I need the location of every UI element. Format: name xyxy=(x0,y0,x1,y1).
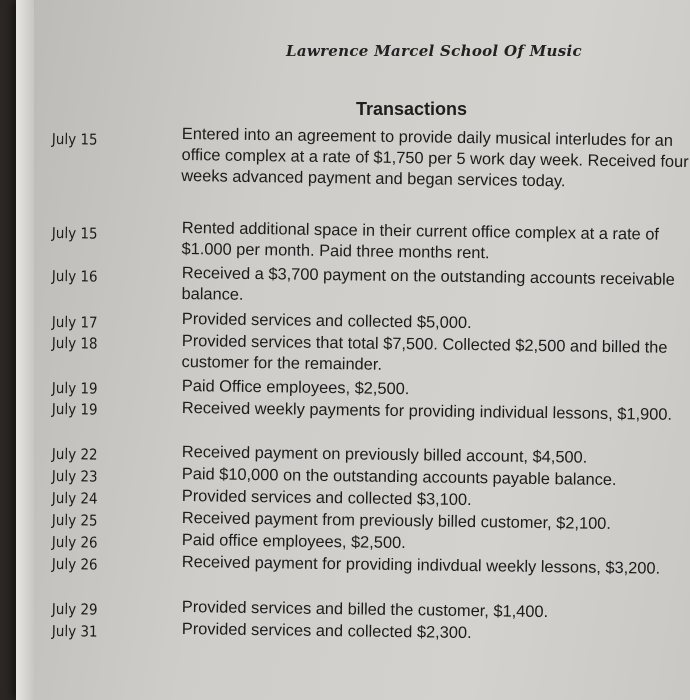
page-edge xyxy=(16,0,34,700)
transaction-date: July 18 xyxy=(51,334,98,353)
transaction-date: July 26 xyxy=(51,533,98,552)
transaction-description: Received payment on previously billed account, $4,500. xyxy=(181,442,588,467)
transaction-description: Rented additional space in their current office complex at a rate of $1.000 per month. Paid three months rent. xyxy=(181,218,660,263)
transaction-description: Entered into an agreement to provide daily musical interludes for an office complex at a rate of $1,750 per 5 work day week. Received four weeks advanced payment and began services today. xyxy=(181,124,689,191)
transaction-description: Paid $10,000 on the outstanding accounts payable balance. xyxy=(181,464,617,490)
transaction-date: July 23 xyxy=(51,467,98,486)
transaction-description: Provided services and billed the customer, $1,400. xyxy=(181,597,549,622)
transaction-description: Received a $3,700 payment on the outstanding accounts receivable balance. xyxy=(181,263,675,304)
transaction-date: July 15 xyxy=(51,130,98,149)
transaction-description: Received weekly payments for providing individual lessons, $1,900. xyxy=(181,398,673,424)
transaction-description: Received payment from previously billed customer, $2,100. xyxy=(181,508,612,533)
transaction-date: July 15 xyxy=(51,224,98,243)
transaction-date: July 25 xyxy=(51,511,98,530)
transaction-date: July 31 xyxy=(51,622,98,641)
transaction-date: July 22 xyxy=(51,445,98,464)
book-page xyxy=(16,0,690,700)
school-title: Lawrence Marcel School Of Music xyxy=(286,42,582,60)
transaction-date: July 26 xyxy=(51,555,98,574)
transactions-heading: Transactions xyxy=(356,99,468,119)
transaction-date: July 19 xyxy=(51,379,98,398)
transaction-description: Provided services and collected $2,300. xyxy=(181,619,472,643)
transaction-date: July 24 xyxy=(51,489,98,508)
transaction-date: July 16 xyxy=(51,267,98,286)
transaction-description: Paid Office employees, $2,500. xyxy=(181,376,410,399)
transaction-date: July 19 xyxy=(51,400,98,419)
transaction-description: Provided services that total $7,500. Collected $2,500 and billed the customer for the remainder. xyxy=(181,331,668,374)
transaction-date: July 17 xyxy=(51,313,98,332)
transaction-description: Provided services and collected $3,100. xyxy=(181,486,472,510)
transaction-description: Paid office employees, $2,500. xyxy=(181,530,406,553)
transaction-date: July 29 xyxy=(51,600,98,619)
transaction-description: Provided services and collected $5,000. xyxy=(181,309,472,333)
transaction-description: Received payment for providing indivdual weekly lessons, $3,200. xyxy=(181,552,661,578)
